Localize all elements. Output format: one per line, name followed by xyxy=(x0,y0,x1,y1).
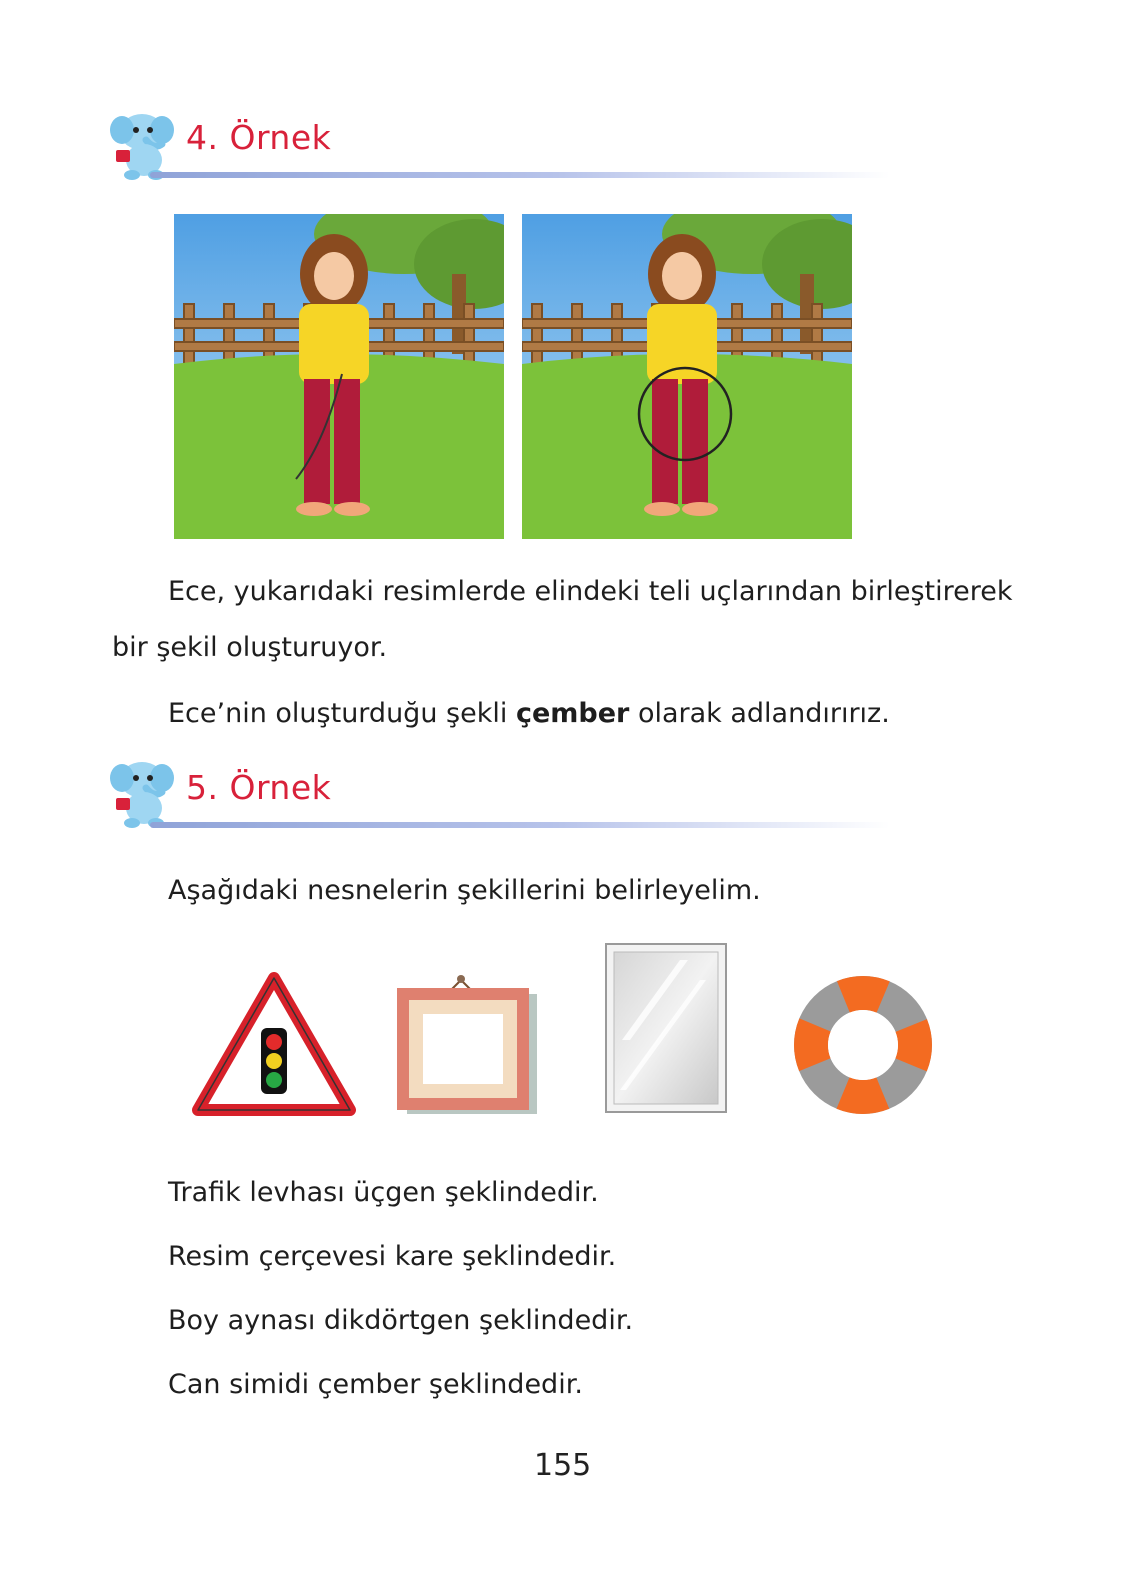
example-4-paragraph-2 xyxy=(168,689,890,739)
mirror-rectangle-icon xyxy=(602,940,730,1118)
example-5-divider xyxy=(150,822,890,828)
scene-image-wire xyxy=(174,214,504,539)
example-5-title: 5. Örnek xyxy=(186,768,332,807)
picture-frame-square-icon xyxy=(395,972,540,1117)
example-4-para2-bold-term: çember xyxy=(515,698,630,729)
elephant-mascot-icon xyxy=(102,102,182,182)
example-4-title: 4. Örnek xyxy=(186,118,332,157)
example-4-paragraph-1-line-1: Ece, yukarıdaki resimlerde elindeki teli uçlarından birleştirerek xyxy=(168,576,1013,607)
example-5-sentence-1: Trafik levhası üçgen şeklindedir. xyxy=(168,1177,599,1208)
lifebuoy-circle-icon xyxy=(790,972,936,1118)
example-4-paragraph-1-line-2: bir şekil oluşturuyor. xyxy=(112,632,388,663)
example-4-para2-before: Ece’nin oluşturduğu şekli xyxy=(168,698,508,729)
page-number: 155 xyxy=(534,1448,592,1483)
example-4-para2-after: olarak adlandırırız. xyxy=(637,698,890,729)
elephant-mascot-icon xyxy=(102,750,182,830)
example-5-sentence-2: Resim çerçevesi kare şeklindedir. xyxy=(168,1241,617,1272)
example-5-sentence-3: Boy aynası dikdörtgen şeklindedir. xyxy=(168,1305,634,1336)
traffic-sign-triangle-icon xyxy=(192,972,356,1118)
example-4-divider xyxy=(150,172,890,178)
scene-image-circle xyxy=(522,214,852,539)
example-5-sentence-4: Can simidi çember şeklindedir. xyxy=(168,1369,583,1400)
example-5-intro: Aşağıdaki nesnelerin şekillerini belirleyelim. xyxy=(168,875,761,906)
